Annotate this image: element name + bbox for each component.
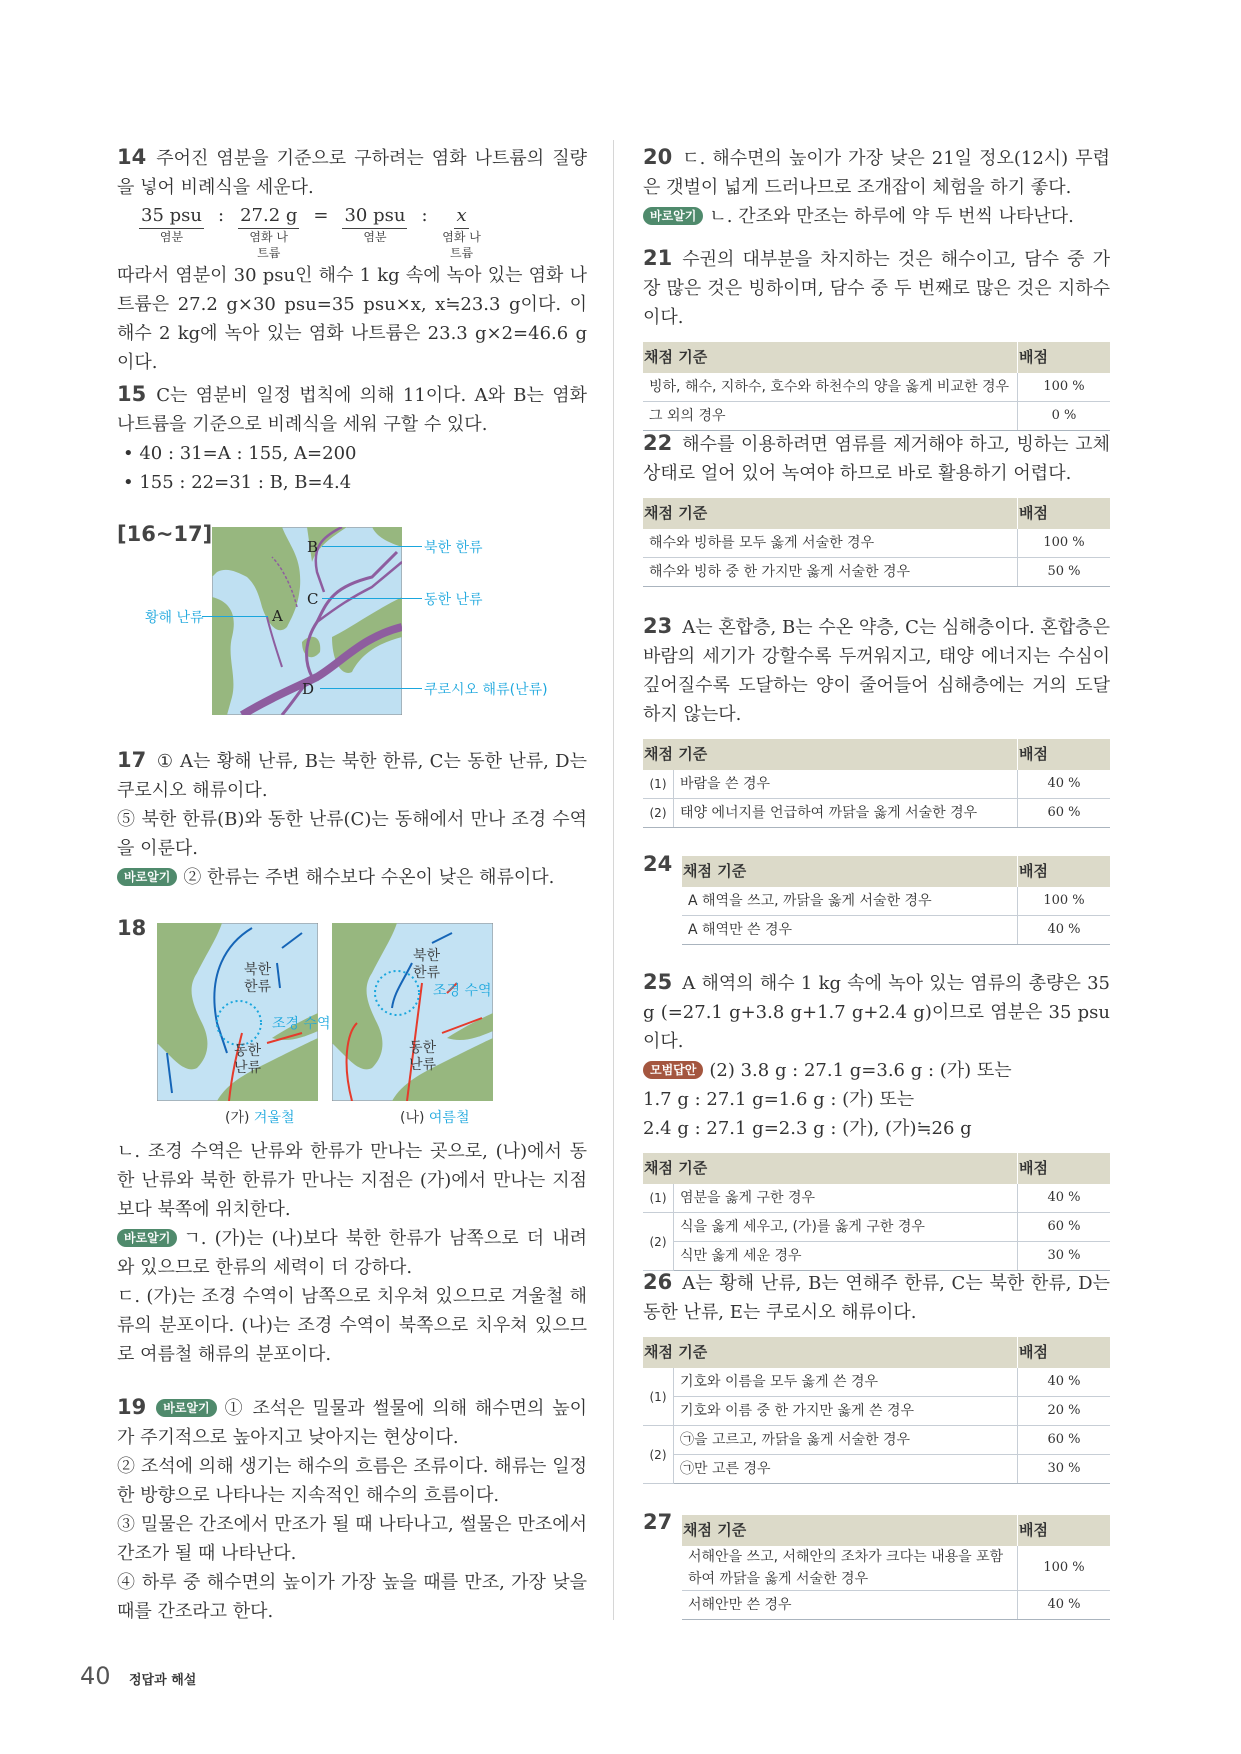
formula-value: 27.2 g — [238, 204, 299, 229]
grading-table — [643, 342, 1110, 431]
criteria-cell: 서해안을 쓰고, 서해안의 조차가 크다는 내용을 포함하여 까닭을 옳게 서술한 경우 — [682, 1546, 1018, 1591]
map-letter-a: A — [272, 607, 283, 625]
bullet-item: • 155 : 22=31 : B, B=4.4 — [123, 472, 352, 493]
score-cell: 20 % — [1018, 1397, 1111, 1426]
question-number: 19 — [117, 1395, 147, 1419]
criteria-cell: 그 외의 경우 — [643, 402, 1018, 431]
correction-badge: 바로알기 — [156, 1399, 216, 1417]
formula-label: 염분 — [159, 230, 184, 244]
table-row — [682, 916, 1110, 945]
caption-season: 겨울철 — [253, 1110, 295, 1126]
correction-badge: 바로알기 — [117, 1229, 177, 1247]
answer-text: ① 조석은 밀물과 썰물에 의해 해수면의 높이가 주기적으로 높아지고 낮아지는 현상이다. — [117, 1398, 587, 1448]
formula-operator: = — [313, 205, 329, 226]
table-row — [643, 1368, 1110, 1397]
answer-26 — [643, 1268, 1110, 1484]
score-cell: 40 % — [1018, 1591, 1111, 1620]
score-header: 배점 — [1018, 856, 1111, 887]
map-letter-b: B — [307, 538, 319, 556]
criteria-header: 채점 기준 — [643, 1153, 1018, 1184]
formula-operator: : — [217, 205, 225, 226]
table-row — [643, 799, 1110, 828]
formula-term — [442, 204, 482, 261]
grading-table — [643, 739, 1110, 828]
answer-text: 수권의 대부분을 차지하는 것은 해수이고, 담수 중 가장 많은 것은 빙하이며, 담수 중 두 번째로 많은 것은 지하수이다. — [643, 249, 1110, 328]
question-number: 26 — [643, 1270, 673, 1294]
caption-prefix: (나) — [400, 1110, 425, 1126]
score-cell: 100 % — [1018, 529, 1111, 558]
map-label-cold-current: 북한 한류 — [244, 962, 272, 995]
sub-question-number: (1) — [643, 1184, 674, 1213]
criteria-header: 채점 기준 — [643, 739, 1018, 770]
criteria-cell: 기호와 이름을 모두 옳게 쓴 경우 — [674, 1368, 1018, 1397]
answer-text: 주어진 염분을 기준으로 구하려는 염화 나트륨의 질량을 넣어 비례식을 세운다. — [117, 148, 587, 198]
score-header: 배점 — [1018, 1515, 1111, 1546]
label-kuroshio-current: 쿠로시오 해류(난류) — [424, 682, 548, 698]
criteria-header: 채점 기준 — [643, 498, 1018, 529]
answer-text: A 해역의 해수 1 kg 속에 녹아 있는 염류의 총량은 35 g (=27.1 g+3.8 g+1.7 g+2.4 g)이므로 염분은 35 psu이다. — [643, 973, 1110, 1052]
page-number: 40 — [80, 1662, 111, 1690]
criteria-header: 채점 기준 — [643, 342, 1018, 373]
question-number: 27 — [643, 1510, 673, 1534]
score-cell: 30 % — [1018, 1242, 1111, 1271]
score-cell: 60 % — [1018, 1213, 1111, 1242]
table-row — [643, 402, 1110, 431]
answer-14 — [117, 143, 587, 377]
answer-17 — [117, 746, 587, 892]
answer-text: 따라서 염분이 30 psu인 해수 1 kg 속에 녹아 있는 염화 나트륨은 27.2 g×30 psu=35 psu×x, x≒23.3 g이다. 이 해수 2 kg에 녹아 있는 염화 나트륨은 23.3 g×2=46.6 g이다. — [117, 265, 587, 373]
map-label-warm-current: 동한 난류 — [234, 1043, 262, 1076]
table-row — [643, 1213, 1110, 1242]
formula-label: 염화 나트륨 — [442, 230, 481, 260]
label-yellow-sea-warm-current: 황해 난류 — [145, 610, 204, 626]
leader-line — [322, 546, 422, 547]
map-letter-c: C — [307, 590, 319, 608]
label-north-korea-cold-current: 북한 한류 — [424, 540, 483, 556]
score-cell: 40 % — [1018, 1184, 1111, 1213]
model-answer-badge: 모범답안 — [643, 1061, 703, 1079]
answer-22 — [643, 429, 1110, 587]
map-label-warm-current: 동한 난류 — [409, 1040, 437, 1073]
leader-line — [322, 598, 422, 599]
score-header: 배점 — [1018, 498, 1111, 529]
score-cell: 100 % — [1018, 887, 1111, 916]
table-row — [643, 1242, 1110, 1271]
question-number: 20 — [643, 145, 673, 169]
answer-text: ㄴ. 간조와 만조는 하루에 약 두 번씩 나타난다. — [709, 206, 1074, 227]
table-header-row — [643, 342, 1110, 373]
score-cell: 60 % — [1018, 1426, 1111, 1455]
score-header: 배점 — [1018, 1337, 1111, 1368]
formula-term — [139, 204, 204, 245]
question-number: 17 — [117, 748, 147, 772]
score-cell: 30 % — [1018, 1455, 1111, 1484]
formula-label: 염화 나트륨 — [249, 230, 289, 260]
sub-question-number: (2) — [643, 1213, 674, 1271]
answer-text: A는 혼합층, B는 수온 약층, C는 심해층이다. 혼합층은 바람의 세기가 강할수록 두꺼워지고, 태양 에너지는 수심이 깊어질수록 도달하는 양이 줄어들어 심해층에는 거의 도달하지 않는다. — [643, 617, 1110, 725]
formula-operator: : — [421, 205, 428, 226]
criteria-header: 채점 기준 — [682, 856, 1018, 887]
proportion-formula — [139, 204, 587, 261]
formula-term — [342, 204, 407, 245]
answer-text: ② 한류는 주변 해수보다 수온이 낮은 해류이다. — [183, 867, 555, 888]
map-caption-winter — [225, 1107, 294, 1127]
sub-question-number: (2) — [643, 799, 674, 828]
leader-line — [320, 688, 422, 689]
table-row — [643, 529, 1110, 558]
grading-table — [643, 1153, 1110, 1271]
answer-text: ③ 밀물은 간조에서 만조가 될 때 나타나고, 썰물은 만조에서 간조가 될 때 나타난다. — [117, 1514, 587, 1564]
score-cell: 100 % — [1018, 373, 1111, 402]
bullet-item: • 40 : 31=A : 155, A=200 — [123, 443, 357, 464]
grading-table — [643, 498, 1110, 587]
answer-text: ④ 하루 중 해수면의 높이가 가장 높을 때를 만조, 가장 낮을 때를 간조라고 한다. — [117, 1572, 587, 1622]
answer-23 — [643, 612, 1110, 828]
answer-18 — [117, 1137, 587, 1369]
criteria-cell: 식만 옳게 세운 경우 — [674, 1242, 1018, 1271]
criteria-header: 채점 기준 — [643, 1337, 1018, 1368]
sub-question-number: (2) — [643, 1426, 674, 1484]
table-row — [643, 1184, 1110, 1213]
formula-label: 염분 — [363, 230, 387, 244]
table-header-row — [682, 856, 1110, 887]
criteria-cell: ㉠을 고르고, 까닭을 옳게 서술한 경우 — [674, 1426, 1018, 1455]
criteria-header: 채점 기준 — [682, 1515, 1018, 1546]
answer-text: ⑤ 북한 한류(B)와 동한 난류(C)는 동해에서 만나 조경 수역을 이룬다. — [117, 809, 587, 859]
answer-text: ㄷ. 해수면의 높이가 가장 낮은 21일 정오(12시) 무렵은 갯벌이 넓게 드러나므로 조개잡이 체험을 하기 좋다. — [643, 148, 1110, 198]
answer-text: ① A는 황해 난류, B는 북한 한류, C는 동한 난류, D는 쿠로시오 해류이다. — [117, 751, 587, 801]
question-number: 14 — [117, 145, 147, 169]
score-cell: 40 % — [1018, 770, 1111, 799]
table-header-row — [643, 1337, 1110, 1368]
criteria-cell: 바람을 쓴 경우 — [674, 770, 1018, 799]
table-row — [643, 373, 1110, 402]
answer-text: ② 조석에 의해 생기는 해수의 흐름은 조류이다. 해류는 일정한 방향으로 나타나는 지속적인 해수의 흐름이다. — [117, 1456, 587, 1506]
score-header: 배점 — [1018, 1153, 1111, 1184]
score-cell: 0 % — [1018, 402, 1111, 431]
column-divider — [613, 140, 614, 1620]
criteria-cell: 태양 에너지를 언급하여 까닭을 옳게 서술한 경우 — [674, 799, 1018, 828]
criteria-cell: 빙하, 해수, 지하수, 호수와 하천수의 양을 옳게 비교한 경우 — [643, 373, 1018, 402]
answer-27 — [682, 1505, 1110, 1620]
correction-badge: 바로알기 — [643, 207, 703, 225]
leader-line — [202, 616, 268, 617]
table-row — [643, 770, 1110, 799]
caption-season: 여름철 — [428, 1110, 470, 1126]
grading-table — [682, 1515, 1110, 1620]
criteria-cell: A 해역만 쓴 경우 — [682, 916, 1018, 945]
score-cell: 50 % — [1018, 558, 1111, 587]
answer-text: 1.7 g : 27.1 g=1.6 g : (가) 또는 — [643, 1089, 915, 1110]
score-cell: 60 % — [1018, 799, 1111, 828]
answer-25 — [643, 968, 1110, 1271]
criteria-cell: 서해안만 쓴 경우 — [682, 1591, 1018, 1620]
table-row — [643, 1426, 1110, 1455]
criteria-cell: 기호와 이름 중 한 가지만 옳게 쓴 경우 — [674, 1397, 1018, 1426]
answer-text: (2) 3.8 g : 27.1 g=3.6 g : (가) 또는 — [709, 1060, 1012, 1081]
sub-question-number: (1) — [643, 770, 674, 799]
table-row — [682, 1591, 1110, 1620]
criteria-cell: ㉠만 고른 경우 — [674, 1455, 1018, 1484]
map-letter-d: D — [302, 680, 315, 698]
question-number: 21 — [643, 246, 673, 270]
table-row — [682, 887, 1110, 916]
question-number: 23 — [643, 614, 673, 638]
answer-15 — [117, 380, 587, 497]
table-header-row — [682, 1515, 1110, 1546]
criteria-cell: 식을 옳게 세우고, (가)를 옳게 구한 경우 — [674, 1213, 1018, 1242]
formula-value: x — [454, 204, 468, 229]
caption-prefix: (가) — [225, 1110, 250, 1126]
map-caption-summer — [400, 1107, 469, 1127]
label-east-korea-warm-current: 동한 난류 — [424, 592, 483, 608]
grading-table — [643, 1337, 1110, 1484]
answer-24 — [682, 846, 1110, 945]
answer-20 — [643, 143, 1110, 231]
correction-badge: 바로알기 — [117, 868, 177, 886]
score-cell: 100 % — [1018, 1546, 1111, 1591]
table-header-row — [643, 1153, 1110, 1184]
answer-text: ㄴ. 조경 수역은 난류와 한류가 만나는 곳으로, (나)에서 동한 난류와 북한 한류가 만나는 지점은 (가)에서 만나는 지점보다 북쪽에 위치한다. — [117, 1141, 587, 1220]
answer-19 — [117, 1393, 587, 1626]
score-header: 배점 — [1018, 342, 1111, 373]
score-cell: 40 % — [1018, 916, 1111, 945]
formula-value: 30 psu — [342, 204, 407, 229]
question-number: 15 — [117, 382, 147, 406]
answer-text: C는 염분비 일정 법칙에 의해 11이다. A와 B는 염화 나트륨을 기준으로 비례식을 세워 구할 수 있다. — [117, 385, 587, 435]
answer-text: 2.4 g : 27.1 g=2.3 g : (가), (가)≒26 g — [643, 1118, 972, 1139]
table-header-row — [643, 498, 1110, 529]
table-header-row — [643, 739, 1110, 770]
table-row — [643, 558, 1110, 587]
footer-title: 정답과 해설 — [129, 1673, 197, 1688]
score-header: 배점 — [1018, 739, 1111, 770]
map-label-convergence-zone: 조경 수역 — [272, 1016, 331, 1032]
grading-table — [682, 856, 1110, 945]
table-row — [643, 1455, 1110, 1484]
question-number: 25 — [643, 970, 673, 994]
score-cell: 40 % — [1018, 1368, 1111, 1397]
answer-21 — [643, 244, 1110, 431]
criteria-cell: 염분을 옳게 구한 경우 — [674, 1184, 1018, 1213]
answer-text: ㄱ. (가)는 (나)보다 북한 한류가 남쪽으로 더 내려와 있으므로 한류의 세력이 더 강하다. — [117, 1228, 587, 1278]
criteria-cell: A 해역을 쓰고, 까닭을 옳게 서술한 경우 — [682, 887, 1018, 916]
question-number: 24 — [643, 852, 673, 876]
map-label-cold-current: 북한 한류 — [413, 948, 441, 981]
sub-question-number: (1) — [643, 1368, 674, 1426]
map-label-convergence-zone: 조경 수역 — [433, 983, 492, 999]
question-number: 18 — [117, 916, 147, 940]
question-range-label: [16~17] — [117, 522, 213, 546]
question-number: 22 — [643, 431, 673, 455]
criteria-cell: 해수와 빙하를 모두 옳게 서술한 경우 — [643, 529, 1018, 558]
formula-term — [238, 204, 299, 261]
formula-value: 35 psu — [139, 204, 204, 229]
table-row — [682, 1546, 1110, 1591]
answer-text: 해수를 이용하려면 염류를 제거해야 하고, 빙하는 고체 상태로 얼어 있어 녹여야 하므로 바로 활용하기 어렵다. — [643, 434, 1110, 484]
answer-text: A는 황해 난류, B는 연해주 한류, C는 북한 한류, D는 동한 난류, E는 쿠로시오 해류이다. — [643, 1273, 1110, 1323]
answer-text: ㄷ. (가)는 조경 수역이 남쪽으로 치우쳐 있으므로 겨울철 해류의 분포이다. (나)는 조경 수역이 북쪽으로 치우쳐 있으므로 여름철 해류의 분포이다. — [117, 1286, 587, 1365]
table-row — [643, 1397, 1110, 1426]
criteria-cell: 해수와 빙하 중 한 가지만 옳게 서술한 경우 — [643, 558, 1018, 587]
